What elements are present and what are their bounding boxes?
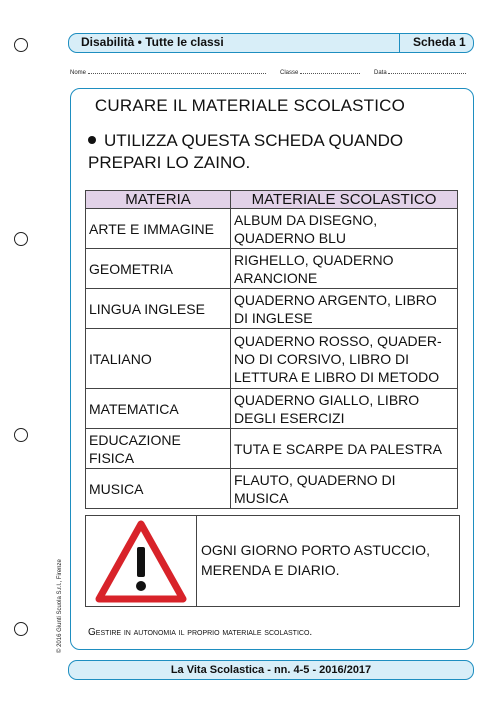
material-cell <box>231 249 458 289</box>
subject-cell: ARTE E IMMAGINE <box>86 209 231 249</box>
instruction-line-2: PREPARI LO ZAINO. <box>88 153 251 172</box>
table-row <box>86 209 458 249</box>
material-line: ALBUM DA DISEGNO, <box>234 211 378 228</box>
reminder-line-2: MERENDA E DIARIO. <box>201 562 340 578</box>
subject-cell: EDUCAZIONE FISICA <box>86 429 231 469</box>
warning-triangle-icon <box>95 519 187 603</box>
material-cell <box>231 389 458 429</box>
reminder-text <box>201 540 430 580</box>
column-header-material: MATERIALE SCOLASTICO <box>231 191 458 209</box>
header-category: Disabilità • Tutte le classi <box>81 35 224 49</box>
material-line: DEGLI ESERCIZI <box>234 409 345 426</box>
subject-cell: ITALIANO <box>86 329 231 389</box>
bullet-icon <box>88 136 96 144</box>
material-line: LETTURA E LIBRO DI METODO <box>234 368 440 385</box>
table-row <box>86 329 458 389</box>
sheet-number: Scheda 1 <box>413 35 466 49</box>
learning-goal: Gestire in autonomia il proprio materiale scolastico. <box>88 627 313 638</box>
material-cell <box>231 289 458 329</box>
binder-hole-upper-middle <box>14 232 28 246</box>
class-label: Classe <box>280 70 299 76</box>
table-row <box>86 249 458 289</box>
material-line: QUADERNO ROSSO, QUADER- <box>234 332 442 349</box>
material-cell <box>231 429 458 469</box>
column-header-subject: MATERIA <box>86 191 231 209</box>
date-label: Data <box>374 70 387 76</box>
instruction <box>88 130 403 174</box>
reminder-line-1: OGNI GIORNO PORTO ASTUCCIO, <box>201 542 430 558</box>
material-line: QUADERNO BLU <box>234 229 347 246</box>
table-header-row <box>86 191 458 209</box>
subject-cell: MATEMATICA <box>86 389 231 429</box>
subject-cell: LINGUA INGLESE <box>86 289 231 329</box>
date-field[interactable] <box>388 67 466 74</box>
material-cell <box>231 209 458 249</box>
reminder-box <box>85 515 460 607</box>
header-bar <box>68 33 474 53</box>
table-row <box>86 429 458 469</box>
material-line: QUADERNO GIALLO, LIBRO <box>234 391 420 408</box>
copyright-notice: © 2016 Giunti Scuola S.r.l., Firenze <box>57 559 63 653</box>
table-row <box>86 469 458 509</box>
name-field[interactable] <box>88 67 266 74</box>
page-title: CURARE IL MATERIALE SCOLASTICO <box>94 96 406 115</box>
material-line: ARANCIONE <box>234 269 318 286</box>
instruction-line-1: UTILIZZA QUESTA SCHEDA QUANDO <box>104 131 404 150</box>
binder-hole-bottom <box>14 622 28 636</box>
table-row <box>86 289 458 329</box>
subject-cell: GEOMETRIA <box>86 249 231 289</box>
header-divider <box>399 33 400 53</box>
class-field[interactable] <box>300 67 360 74</box>
material-line: DI INGLESE <box>234 309 313 326</box>
material-line: QUADERNO ARGENTO, LIBRO <box>234 291 437 308</box>
subject-cell: MUSICA <box>86 469 231 509</box>
name-label: Nome <box>70 70 87 76</box>
material-line: NO DI CORSIVO, LIBRO DI <box>234 350 410 367</box>
footer-bar: La Vita Scolastica - nn. 4-5 - 2016/2017 <box>68 660 474 680</box>
materials-table <box>85 190 458 509</box>
material-cell <box>231 329 458 389</box>
reminder-divider <box>196 516 197 606</box>
binder-hole-top <box>14 38 28 52</box>
material-line: FLAUTO, QUADERNO DI <box>234 471 396 488</box>
binder-hole-lower-middle <box>14 428 28 442</box>
material-line: TUTA E SCARPE DA PALESTRA <box>234 440 442 457</box>
table-row <box>86 389 458 429</box>
material-cell <box>231 469 458 509</box>
material-line: RIGHELLO, QUADERNO <box>234 251 394 268</box>
material-line: MUSICA <box>234 489 289 506</box>
